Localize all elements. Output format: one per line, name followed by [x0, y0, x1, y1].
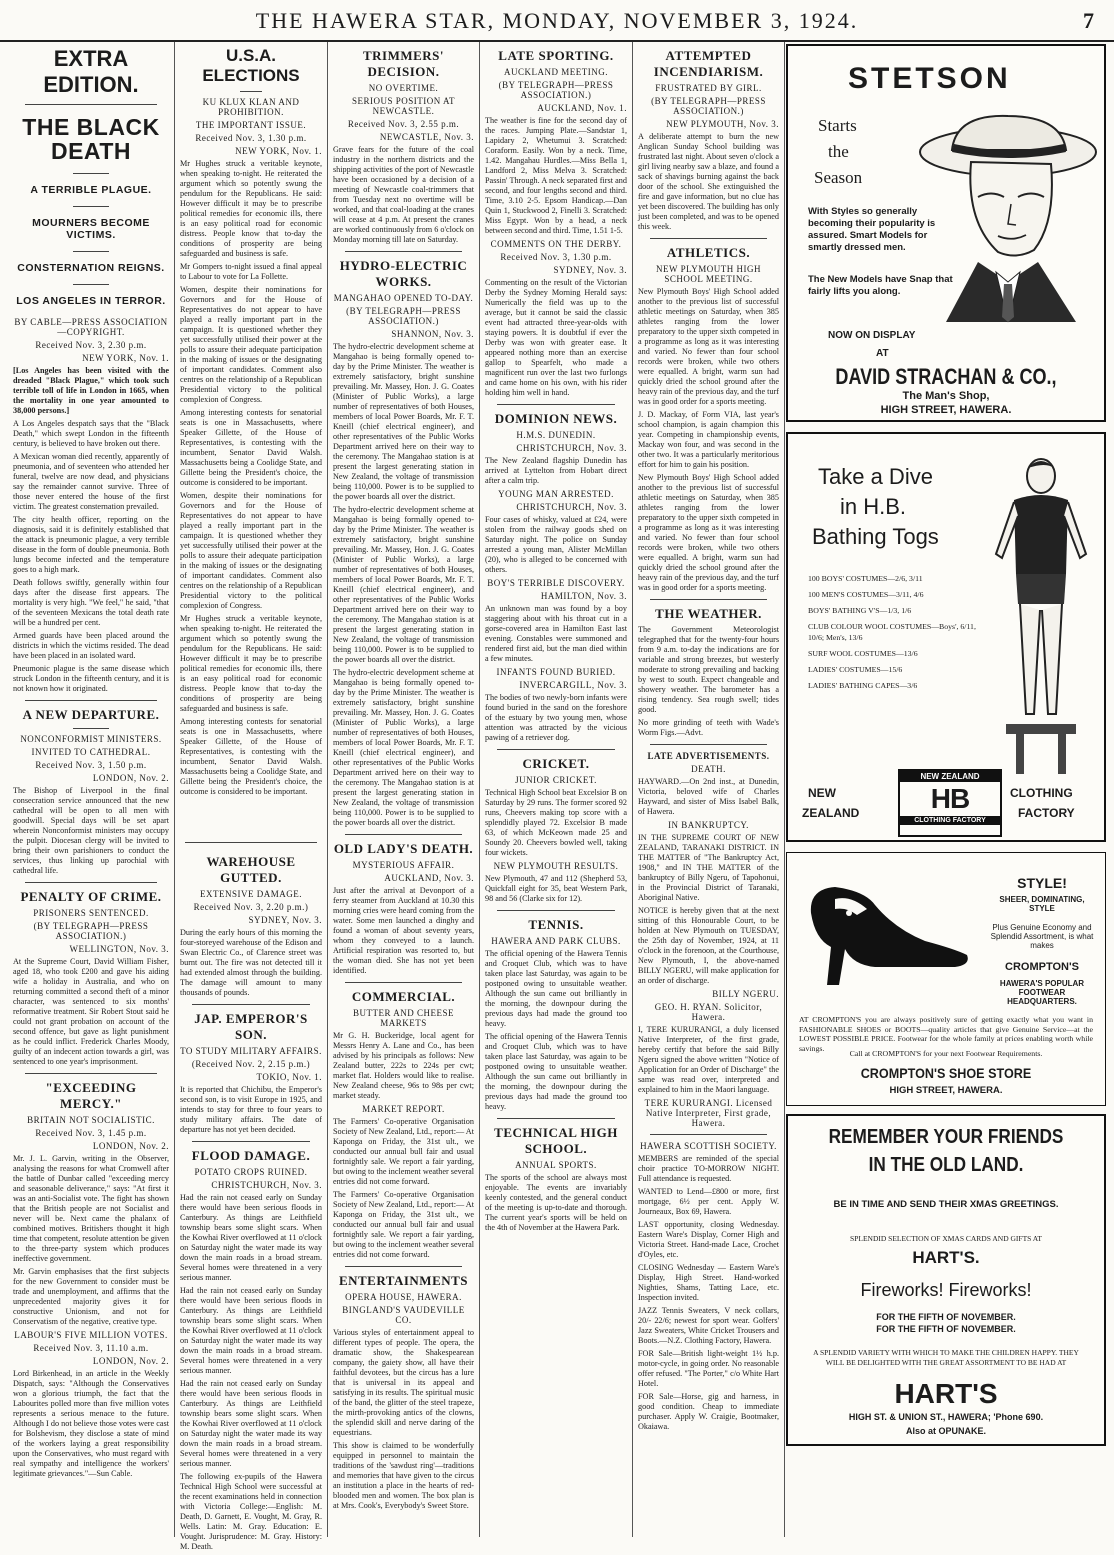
- classified-ad: CLOSING Wednesday — Eastern Ware's Display, High Street. Hand-worked Nighties, Shams, Tatting Lace, etc. Inspection invited.: [638, 1263, 779, 1302]
- article-paragraph: The Farmers' Co-operative Organisation Society of New Zealand, Ltd., report:— At Kaponga on Friday, the 31st ult., we conducted our annual bull fair and usual fortnightly sale. We report a fair yarding, but owing to the inclement weather several entries did not come forward.: [333, 1117, 474, 1186]
- stetson-ad: [786, 44, 1106, 422]
- dateline: NEW YORK, Nov. 1.: [235, 146, 322, 156]
- subhead: TO STUDY MILITARY AFFAIRS.: [180, 1046, 322, 1056]
- hb-price-item: SURF WOOL COSTUMES—13/6: [808, 648, 918, 658]
- crompton-sub: Plus Genuine Economy and Splendid Assortment, is what makes: [990, 923, 1094, 950]
- dateline: NEWCASTLE, Nov. 3.: [379, 132, 474, 142]
- subhead: ANNUAL SPORTS.: [515, 1160, 597, 1170]
- subhead: AUCKLAND MEETING.: [504, 67, 608, 77]
- article-paragraph: Had the rain not ceased early on Sunday there would have been serious floods in Canterbury. As things are Leithfield township bears some slight scars. When the Kowhai River overflowed at 11 o'clock on Saturday night the water made its way down the main roads in a broad stream. Several homes were threatened in a very serious manner.: [180, 1286, 322, 1375]
- article-paragraph: J. D. Mackay, of Form VIA, last year's school champion, is again champion this year. Competing in championship events, Mackay won four, and was second in the other two. It was a particularly meritorious effort for him to gain his position.: [638, 410, 779, 469]
- article-paragraph: Mr Hughes struck a veritable keynote, when speaking to-night. He reiterated the argument which so potently swung the pendulum for the Republicans. He said: However difficult it may be to prescribe political remedies for economic ills, there is an easy political road for economic distress. People know that to-day the conditions of prosperity are being safeguarded and business is safe.: [180, 159, 322, 258]
- subhead: MANGAHAO OPENED TO-DAY.: [333, 293, 474, 303]
- hb-price-item: CLUB COLOUR WOOL COSTUMES—Boys', 6/11, 10/6; Men's, 13/6: [808, 622, 976, 642]
- subhead: NEW PLYMOUTH RESULTS.: [493, 861, 619, 871]
- subhead: MYSTERIOUS AFFAIR.: [352, 860, 455, 870]
- classified-ad: LAST opportunity, closing Wednesday. Eastern Ware's Display, Corner High and Victoria Street. Hand-made Lace, Crochet d'Oyles, etc.: [638, 1220, 779, 1259]
- notice-paragraph: HAYWARD.—On 2nd inst., at Dunedin, Victoria, beloved wife of Charles Hayward, and sister of Miss Isabel Balk, of Hawera.: [638, 777, 779, 816]
- headline: ATTEMPTED INCENDIARISM.: [653, 48, 764, 79]
- headline: FLOOD DAMAGE.: [191, 1148, 311, 1163]
- article-paragraph: Mr. J. L. Garvin, writing in the Observer, analysing the reasons for what Cromwell after the battle of Dunbar called "exceeding mercy and seasonable deliverance," says: "At first it was an anti-Socialist vote. The fight has shown that the British people are not Socialist and never will be. Next came the phalanx of combined motives. Britishers thought it high time that competent, resolute attention be given to the three-party system which produces ineffective government.: [13, 1154, 169, 1264]
- signature: TERE KURURANGI. Licensed Native Interpreter, First grade, Hawera.: [644, 1098, 773, 1128]
- divider: [192, 1004, 310, 1005]
- divider: [497, 404, 615, 405]
- witness: GEO. H. RYAN. Solicitor, Hawera.: [654, 1002, 763, 1022]
- article-lead: [Los Angeles has been visited with the dreaded "Black Plague," which took such terrible toll of life in London in 1665, when the mortality in one year amounted to 38,000 persons.]: [13, 366, 169, 416]
- divider: [25, 882, 157, 883]
- harts-ad: [786, 1114, 1106, 1446]
- subhead: NEW PLYMOUTH HIGH SCHOOL MEETING.: [656, 264, 761, 284]
- subhead: FRUSTRATED BY GIRL.: [655, 83, 762, 93]
- shoe-illustration: [805, 869, 975, 989]
- article-paragraph: Among interesting contests for senatorial seats is one in Massachusetts, where Speaker Gillette, of the House of Representatives, is contesting with the incumbent, Senator David Walsh. Massachusetts being a Coolidge State, and Gillette being the President's choice, the outcome is considered to be important.: [180, 408, 322, 487]
- hb-footer-right: FACTORY: [1018, 806, 1075, 820]
- received-line: Received Nov. 3, 1.30 p.m.: [500, 252, 612, 262]
- classified-ad: JAZZ Tennis Sweaters, V neck collars, 20/- 22/6; newest for sport wear. Golfers' Jazz Sweaters, White Cricket Trousers and Boots.—N.Z. Clothing Factory, Hawera.: [638, 1306, 779, 1345]
- article-paragraph: The official opening of the Hawera Tennis and Croquet Club, which was to have taken place last Saturday, was again to be postponed owing to unsuitable weather. Although the sun came out brilliantly in the morning, the downpour during the previous days had made the ground too heavy.: [485, 949, 627, 1028]
- article-paragraph: Mr Gompers to-night issued a final appeal to Labour to vote for La Follette.: [180, 262, 322, 281]
- dateline: SYDNEY, Nov. 3.: [248, 915, 322, 925]
- notice-paragraph: I, TERE KURURANGI, a duly licensed Native Interpreter, of the first grade, hereby certify that before the said Billy Ngeru signed the above written "Notice of Application for an Order of Discharge" the same was read over, interpreted and explained to him in the Maori language.: [638, 1025, 779, 1094]
- harts-greeting: BE IN TIME AND SEND THEIR XMAS GREETINGS.: [833, 1199, 1059, 1210]
- headline: TRIMMERS' DECISION.: [362, 48, 445, 79]
- notice-paragraph: MEMBERS are reminded of the special choir practice TO-MORROW NIGHT. Full attendance is requested.: [638, 1154, 779, 1183]
- harts-name-large: HART'S: [894, 1378, 998, 1409]
- subhead: BOY'S TERRIBLE DISCOVERY.: [487, 578, 625, 588]
- subhead: LABOUR'S FIVE MILLION VOTES.: [14, 1330, 168, 1341]
- headline: JAP. EMPEROR'S SON.: [194, 1011, 308, 1042]
- article-paragraph: The weather is fine for the second day of the races. Jumping Plate.—Sandstar 1, Lapidary 2, Whetumui 3. Scratched: Coraform. Easily. Won by a neck. Time, 1.42. Mangahau Hurdles.—Miss Bella 1, Landford 2, Miss Melva 3. Scratched: Passin' Through. A neck separated first and second, and four lengths second and third. Time, 3.10 2-5. Epsom Handicap.—Dan Quin 1, Stuckwood 2, Finelli 3. Scratched: Miss Egypt. Won by a head, a neck between second and third. Time, 1.51 1-5.: [485, 116, 627, 235]
- article-paragraph: The city health officer, reporting on the diagnosis, said it is definitely established that the attack is pneumonic plague, a very terrible disease in the form of double pneumonia. Both lungs become infected and the temperature goes to a high mark.: [13, 515, 169, 575]
- crompton-style: STYLE!: [1017, 875, 1067, 891]
- dateline: CHRISTCHURCH, Nov. 3.: [516, 502, 627, 512]
- classified-ad: WANTED to Lend—£800 or more, first mortgage, 6½ per cent. Apply W. Journeaux, Box 69, Hawera.: [638, 1187, 779, 1216]
- dateline: INVERCARGILL, Nov. 3.: [519, 680, 627, 690]
- divider: [73, 251, 109, 252]
- extra-edition: EXTRA EDITION.: [43, 46, 139, 97]
- divider: [497, 910, 615, 911]
- article-paragraph: Women, despite their nominations for Governors and for the House of Representatives do not appear to have played a really important part in the campaign. It is questioned whether they yet successfully utilised their power at the polls to assure their adequate participation in the making of issues or the designating of important candidates. Comment also centres on the relationship of a Republican Presidential victory to the political complexion of Congress.: [180, 285, 322, 404]
- article-paragraph: The hydro-electric development scheme at Mangahao is being formally opened to-day by the Prime Minister. The weather is extremely satisfactory, bright sunshine prevailing. Mr. Massey, Hon. J. G. Coates (Minister of Public Works), a large number of representatives of both Houses, members of local Power Boards, Mr. F. T. Kneill (chief electrical engineer), and other representatives of the Public Works Department arrived here on their way to the ceremony. The Mangahao station is at present the largest generating station in New Zealand, the voltage of transmission being 110,000. Power is to be supplied to the power boards all over the district.: [333, 342, 474, 501]
- divider: [185, 842, 317, 843]
- article-paragraph: Mr. Garvin emphasises that the first subjects for the new Government to consider must be trade and unemployment, and affirms that the unprecedented majority gives it for constructive Unionism, and not for Conservatism of the negative, creative type.: [13, 1267, 169, 1327]
- subhead: YOUNG MAN ARRESTED.: [498, 489, 614, 499]
- article-paragraph: Lord Birkenhead, in an article in the Weekly Dispatch, says: "Although the Conservatives won a glorious triumph, the fact that the Labourites polled more than five million votes represents a serious menace to the future. Although I do not believe those votes were cast for Bolshevism, they disclose a state of mind of the workers laying a great responsibility upon the Conservatives, who must regard with real sympathy and intelligence the workers' legitimate grievances."—Sun Cable.: [13, 1369, 169, 1479]
- dateline: AUCKLAND, Nov. 1.: [537, 103, 627, 113]
- subhead: A TERRIBLE PLAGUE.: [30, 184, 152, 197]
- article-paragraph: No more grinding of teeth with Wade's Worm Figs.—Advt.: [638, 718, 779, 737]
- article-paragraph: During the early hours of this morning the four-storeyed warehouse of the Edison and Swan Electric Co., of Clarence street was burnt out. The fire was not detected till it had extended almost through the building. The damage will amount to many thousands of pounds.: [180, 928, 322, 997]
- headline: COMMERCIAL.: [351, 989, 456, 1004]
- article-paragraph: The Farmers' Co-operative Organisation Society of New Zealand, Ltd., report:— At Kaponga on Friday, the 31st ult., we conducted our annual bull fair and usual fortnightly sale. We report a fair yarding, but owing to the inclement weather several entries did not come forward.: [333, 1190, 474, 1259]
- column-5: [633, 42, 785, 1537]
- dateline: CHRISTCHURCH, Nov. 3.: [211, 1180, 322, 1190]
- hb-title: Bathing Togs: [812, 524, 939, 549]
- hb-bathing-ad: [786, 432, 1106, 842]
- stetson-display: NOW ON DISPLAY: [828, 330, 916, 341]
- crompton-copy: AT CROMPTON'S you are always positively sure of getting exactly what you want in FASHIONABLE SHOES or BOOTS—quality articles that give Genuine Service—at the LOWEST POSSIBLE PRICE. Footwear for the whole family at prices enabling worth while savings.: [799, 1015, 1093, 1054]
- hb-logo: [898, 769, 1002, 837]
- headline: TECHNICAL HIGH SCHOOL.: [494, 1125, 618, 1156]
- headline-black-death: THE BLACK DEATH: [22, 114, 160, 165]
- swimmer-illustration: [986, 454, 1096, 774]
- harts-headline: IN THE OLD LAND.: [868, 1154, 1024, 1176]
- article-paragraph: A deliberate attempt to burn the new Anglican Sunday School building was frustrated last night. About seven o'clock a girl living nearby saw a blaze, and found a sack of shavings burning against the back door of the school. She extinguished the fire and gave information, but no clue has yet been discovered. The building has only just been completed, and was to be opened this week.: [638, 132, 779, 231]
- hb-footer-left: ZEALAND: [802, 806, 860, 820]
- stetson-address: HIGH STREET, HAWERA.: [880, 404, 1012, 416]
- warehouse-article: [180, 848, 322, 1555]
- stetson-tag: Season: [814, 168, 863, 187]
- article-paragraph: Women, despite their nominations for Governors and for the House of Representatives do not appear to have played a really important part in the campaign. It is questioned whether they yet successfully utilised their power at the polls to assure their adequate participation in the making of issues or the designating of important candidates. Comment also centres on the relationship of a Republican Presidential victory to the political complexion of Congress.: [180, 491, 322, 610]
- stetson-tag: the: [828, 142, 849, 161]
- article-paragraph: A Mexican woman died recently, apparently of pneumonia, and of seventeen who attended her funeral, twelve are now dead, and physicians say the remainder cannot survive. Three of those never entered the house of the first victim. The greatest consternation prevailed.: [13, 452, 169, 512]
- column-3: [328, 42, 480, 1537]
- subhead: INVITED TO CATHEDRAL.: [31, 747, 151, 758]
- subhead: NONCONFORMIST MINISTERS.: [20, 734, 162, 745]
- dateline: CHRISTCHURCH, Nov. 3.: [516, 443, 627, 453]
- stetson-copy: With Styles so generally becoming their popularity is assured. Smart Models for smartly dressed men.: [808, 206, 936, 253]
- divider: [345, 1266, 462, 1267]
- received-line: (Received Nov. 2, 2.15 p.m.): [191, 1059, 311, 1069]
- divider: [650, 599, 767, 600]
- harts-fifth: FOR THE FIFTH OF NOVEMBER.: [876, 1324, 1016, 1334]
- hb-price-item: BOYS' BATHING V'S—1/3, 1/6: [808, 606, 912, 616]
- headline: CRICKET.: [522, 756, 590, 771]
- subhead: POTATO CROPS RUINED.: [194, 1167, 308, 1177]
- article-paragraph: New Plymouth, 47 and 112 (Shepherd 53, Quickfall eight for 35, beat Western Park, 98 and 56 (Clarke six for 12).: [485, 874, 627, 903]
- crompton-ad: [786, 852, 1106, 1106]
- article-paragraph: Mr G. H. Buckeridge, local agent for Messrs Henry A. Lane and Co., has been advised by his principals as follows: New Zealand butter, 222s to 224s per cwt; market flat. Holders would like to realise. New Zealand cheese, 96s to 98s per cwt; market steady.: [333, 1031, 474, 1100]
- received-line: Received Nov. 3, 2.30 p.m.: [35, 340, 147, 351]
- headline: THE WEATHER.: [655, 606, 762, 621]
- article-paragraph: At the Supreme Court, David William Fisher, aged 18, who took £200 and gave his aiding wife a holiday in Australia, and who on returning committed a second theft of a minor character, was sentenced to six months' reformative treatment. Sir Robert Stout said he could not grant probation on account of the second offence, but gave as light punishment as he could inflict. Frederick Charles Moody, guilty of an indecent action towards a girl, was sentenced to one year's imprisonment.: [13, 957, 169, 1067]
- subhead: EXTENSIVE DAMAGE.: [200, 889, 302, 899]
- dateline: LONDON, Nov. 2.: [92, 1141, 169, 1152]
- article-paragraph: Had the rain not ceased early on Sunday there would have been serious floods in Canterbury. As things are Leithfield township bears some slight scars. When the Kowhai River overflowed at 11 o'clock on Saturday night the water made its way down the main roads in a broad stream. Several homes were threatened in a very serious manner.: [180, 1379, 322, 1468]
- subhead: DEATH.: [691, 764, 726, 774]
- stetson-title: STETSON: [848, 62, 1011, 95]
- article-paragraph: Technical High School beat Excelsior B on Saturday by 29 runs. The former scored 92 runs, Cheevers making top score with a splendidly played 72. Excelsior B made 63, of which McKeown made 25 and Soundy 20. Cheevers bowled well, taking four wickets.: [485, 788, 627, 857]
- masthead-title: THE HAWERA STAR, MONDAY, NOVEMBER 3, 1924.: [255, 8, 859, 33]
- headline: DOMINION NEWS.: [494, 411, 618, 426]
- subhead: PRISONERS SENTENCED.: [33, 908, 149, 919]
- subhead: H.M.S. DUNEDIN.: [516, 430, 596, 440]
- harts-name: HART'S.: [912, 1248, 980, 1267]
- headline: WAREHOUSE GUTTED.: [206, 854, 296, 885]
- divider: [192, 1141, 310, 1142]
- article-paragraph: The Government Meteorologist telegraphed that for the twenty-four hours from 9 a.m. to-day the indications are for variable and strong breezes, but westerly moderate to strong prevailing and backing by west to south. Expect changeable and showery weather. The barometer has a rising tendency. Sea rough swell; tides good.: [638, 625, 779, 714]
- divider: [497, 749, 615, 750]
- subhead: LOS ANGELES IN TERROR.: [16, 295, 166, 308]
- headline: A NEW DEPARTURE.: [22, 707, 160, 723]
- hb-title: Take a Dive: [818, 464, 933, 489]
- dateline: LONDON, Nov. 2.: [92, 773, 169, 784]
- byline: (BY TELEGRAPH—PRESS ASSOCIATION.): [346, 306, 461, 326]
- stetson-store-sub: The Man's Shop,: [902, 390, 990, 402]
- article-paragraph: The sports of the school are always most enjoyable. The events are invariably keenly contested, and the general conduct of the meeting is up-to-date and thorough. The current year's sports will be held on the 4th of November at the Hawera Park.: [485, 1173, 627, 1232]
- divider: [650, 744, 767, 745]
- article-paragraph: Various styles of entertainment appeal to different types of people. The opera, the dramatic show, the Shakespearean company, the gaiety show, all have their faithful devotees, but the circus has a lure that is universal in its appeal and satisfying in its results. The spiritual music of the band, the glitter of the steel trapeze, the mirth-provoking antics of the clowns, the splendid skill and nerve daring of the equestrians.: [333, 1328, 474, 1437]
- hb-logo-bottom: CLOTHING FACTORY: [900, 816, 1000, 825]
- subhead: KU KLUX KLAN AND PROHIBITION.: [202, 97, 300, 117]
- subhead: SERIOUS POSITION AT NEWCASTLE.: [351, 96, 455, 116]
- hb-price-item: LADIES' BATHING CAPES—3/6: [808, 680, 918, 690]
- subhead: LATE ADVERTISEMENTS.: [647, 751, 770, 761]
- subhead: JUNIOR CRICKET.: [515, 775, 597, 785]
- dateline: TOKIO, Nov. 1.: [256, 1072, 322, 1082]
- hb-price-list: [808, 574, 983, 697]
- subhead: MARKET REPORT.: [362, 1104, 445, 1114]
- received-line: Received Nov. 3, 2.55 p.m.: [347, 119, 460, 129]
- headline: OLD LADY'S DEATH.: [333, 841, 474, 856]
- subhead: COMMENTS ON THE DERBY.: [490, 239, 622, 249]
- crompton-address: HIGH STREET, HAWERA.: [889, 1085, 1003, 1096]
- subhead: MOURNERS BECOME VICTIMS.: [32, 217, 150, 242]
- byline: BY CABLE—PRESS ASSOCIATION—COPYRIGHT.: [14, 317, 168, 338]
- received-line: Received Nov. 3, 2.20 p.m.): [193, 902, 309, 912]
- crompton-store: CROMPTON'S SHOE STORE: [860, 1065, 1032, 1081]
- stetson-tag: Starts: [818, 116, 857, 135]
- hb-logo-mark: HB: [930, 783, 970, 814]
- column-4: [480, 42, 633, 1537]
- headline: HYDRO-ELECTRIC WORKS.: [339, 258, 468, 289]
- subhead: THE IMPORTANT ISSUE.: [195, 120, 307, 130]
- dateline: AUCKLAND, Nov. 3.: [384, 873, 474, 883]
- divider: [497, 1118, 615, 1119]
- subhead: CONSTERNATION REIGNS.: [17, 262, 165, 275]
- subhead: BRITAIN NOT SOCIALISTIC.: [27, 1115, 155, 1126]
- article-paragraph: Had the rain not ceased early on Sunday there would have been serious floods in Canterbury. As things are Leithfield township bears some slight scars. When the Kowhai River overflowed at 11 o'clock on Saturday night the water made its way down the main roads in a broad stream. Several homes were threatened in a very serious manner.: [180, 1193, 322, 1282]
- article-paragraph: Grave fears for the future of the coal industry in the northern districts and the shipping activities of the port of Newcastle have been occasioned by a decision of a meeting of Newcastle coal-trimmers that from Tuesday next no overtime will be worked, and that coal-loading at the cranes will cease at 4 p.m. At present the cranes are worked continuously from 6 o'clock on Monday morning till late on Saturday.: [333, 145, 474, 244]
- byline: (BY TELEGRAPH—PRESS ASSOCIATION.): [498, 80, 614, 100]
- column-2: [175, 42, 328, 1551]
- divider: [25, 1073, 157, 1074]
- divider: [25, 104, 157, 105]
- received-line: Received Nov. 3, 1.45 p.m.: [35, 1128, 147, 1139]
- byline: (BY TELEGRAPH—PRESS ASSOCIATION.): [33, 921, 149, 942]
- crompton-copy: Call at CROMPTON'S for your next Footwear Requirements.: [849, 1049, 1043, 1058]
- headline: TENNIS.: [528, 917, 584, 932]
- hb-footer-left: NEW: [808, 786, 836, 800]
- subhead: INFANTS FOUND BURIED.: [496, 667, 616, 677]
- article-paragraph: The official opening of the Hawera Tennis and Croquet Club, which was to have taken place last Saturday, was again to be postponed owing to unsuitable weather. Although the sun came out brilliantly in the morning, the downpour during the previous days had made the ground too heavy.: [485, 1032, 627, 1111]
- article-paragraph: The Bishop of Liverpool in the final consecration service announced that the new cathedral will be open to all men with goodwill. Special days will be set apart wherein Nonconformist ministers may occupy the pulpit. Diocesan clergy will be invited to bring their own parishioners to conduct the services, thus linking up parochial with cathedral life.: [13, 786, 169, 876]
- harts-copy: A SPLENDID VARIETY WITH WHICH TO MAKE THE CHILDREN HAPPY. THEY WILL BE DELIGHTED WITH THE GREAT ASSORTMENT TO BE HAD AT: [813, 1348, 1079, 1368]
- column-1: [8, 42, 175, 1537]
- headline: PENALTY OF CRIME.: [20, 889, 162, 905]
- hb-price-item: LADIES' COSTUMES—15/6: [808, 664, 903, 674]
- article-paragraph: This show is claimed to be wonderfully equipped in personnel to maintain the traditions of the 'sawdust ring'—traditions and memories that have given to the circus an institution a place in the hearts of red-blooded men and women. The box plan is at Mrs. Cook's, Everybody's Sweet Store.: [333, 1441, 474, 1510]
- notice-paragraph: NOTICE is hereby given that at the next sitting of this Honourable Court, to be holden at New Plymouth on TUESDAY, the 25th day of November, 1924, at 11 o'clock in the forenoon, at the Courthouse, New Plymouth, I, the above-named BILLY NGERU, will make application for an order of discharge.: [638, 906, 779, 985]
- article-paragraph: Death follows swiftly, generally within four days after the disease first appears. The mortality is very high. "We feel," he said, "that of the seventeen Mexicans the total death rate will be a hundred per cent.: [13, 578, 169, 628]
- crompton-sub: SHEER, DOMINATING, STYLE: [999, 895, 1085, 913]
- hb-title: in H.B.: [840, 494, 907, 519]
- divider: [345, 251, 462, 252]
- article-paragraph: Among interesting contests for senatorial seats is one in Massachusetts, where Speaker Gillette, of the House of Representatives, is contesting with the incumbent, Senator David Walsh. Massachusetts being a Coolidge State, and Gillette being the President's choice, the outcome is considered to be important.: [180, 717, 322, 796]
- harts-fifth: FOR THE FIFTH OF NOVEMBER.: [876, 1312, 1016, 1322]
- headline: "EXCEEDING MERCY.": [45, 1080, 137, 1112]
- article-paragraph: It is reported that Chichibu, the Emperor's second son, is to visit Europe in 1925, and intends to stay for three to four years to study military affairs. The date of departure has not yet been decided.: [180, 1085, 322, 1134]
- subhead: HAWERA AND PARK CLUBS.: [491, 936, 621, 946]
- subhead: OPERA HOUSE, HAWERA.: [345, 1292, 462, 1302]
- article-paragraph: New Plymouth Boys' High School added another to the previous list of successful athletic meetings on Saturday, when 385 athletes ranging from the lower preparatory to the upper sixth competed in a programme as long as it was interesting and varied. No fewer than four school records were broken, while two others were equalled. A bright, warm sun had quickly dried the school ground after the heavy rain of the previous day, and the turf was in good order for a sports meeting.: [638, 473, 779, 592]
- subhead: IN BANKRUPTCY.: [668, 820, 749, 830]
- article-paragraph: Armed guards have been placed around the districts in which the victims resided. The dead have been placed in an isolated ward.: [13, 631, 169, 661]
- headline-usa-elections: U.S.A. ELECTIONS: [202, 46, 300, 85]
- dateline: SYDNEY, Nov. 3.: [553, 265, 627, 275]
- dateline: WELLINGTON, Nov. 3.: [69, 944, 169, 955]
- received-line: Received Nov. 3, 1.50 p.m.: [35, 760, 147, 771]
- dateline: LONDON, Nov. 2.: [92, 1356, 169, 1367]
- crompton-sub: HAWERA'S POPULAR FOOTWEAR HEADQUARTERS.: [999, 979, 1085, 1006]
- article-paragraph: The bodies of two newly-born infants were found buried in the sand on the foreshore of the estuary by two young men, whose attention was attracted by the vicious pawing of a retriever dog.: [485, 693, 627, 742]
- article-paragraph: The New Zealand flagship Dunedin has arrived at Lyttelton from Hobart direct after a calm trip.: [485, 456, 627, 485]
- headline: LATE SPORTING.: [498, 48, 614, 63]
- harts-address: Also at OPUNAKE.: [905, 1426, 986, 1436]
- article-paragraph: Pneumonic plague is the same disease which struck London in the fifteenth century, and it is not known how it originated.: [13, 664, 169, 694]
- crompton-name: CROMPTON'S: [1005, 961, 1079, 973]
- article-paragraph: Mr Hughes struck a veritable keynote, when speaking to-night. He reiterated the argument which so potently swung the pendulum for the Republicans. He said: However difficult it may be to prescribe political remedies for economic ills, there is an easy political road for economic distress. People know that to-day the conditions of prosperity are being safeguarded and business is safe.: [180, 614, 322, 713]
- dateline: SHANNON, Nov. 3.: [391, 329, 474, 339]
- headline: ATHLETICS.: [666, 245, 751, 260]
- stetson-store: DAVID STRACHAN & CO.,: [835, 364, 1057, 389]
- article-paragraph: The following ex-pupils of the Hawera Technical High School were successful at the recent examinations held in connection with Victoria College:—English: M. Death, D. Garnett, E. Vought, M. Gray, R. Wells. Latin: M. Gray. Education: E. Vought. Jurisprudence: M. Gray. History: M. Death.: [180, 1472, 322, 1551]
- harts-headline: REMEMBER YOUR FRIENDS: [828, 1126, 1064, 1148]
- article-paragraph: The hydro-electric development scheme at Mangahao is being formally opened to-day by the Prime Minister. The weather is extremely satisfactory, bright sunshine prevailing. Mr. Massey, Hon. J. G. Coates (Minister of Public Works), a large number of representatives of both Houses, members of local Power Boards, Mr. F. T. Kneill (chief electrical engineer), and other representatives of the Public Works Department arrived here on their way to the ceremony. The Mangahao station is at present the largest generating station in New Zealand, the voltage of transmission being 110,000. Power is to be supplied to the power boards all over the district.: [333, 505, 474, 664]
- hb-footer-right: CLOTHING: [1010, 786, 1073, 800]
- dateline: NEW PLYMOUTH, Nov. 3.: [666, 119, 779, 129]
- stetson-at: AT: [876, 348, 889, 359]
- received-line: Received Nov. 3, 1.30 p.m.: [195, 133, 307, 143]
- hb-price-item: 100 MEN'S COSTUMES—3/11, 4/6: [808, 590, 924, 600]
- article-paragraph: A Los Angeles despatch says that the "Black Death," which swept London in the fifteenth century, is believed to have broken out there.: [13, 419, 169, 449]
- masthead: [0, 0, 1114, 42]
- dateline: HAMILTON, Nov. 3.: [540, 591, 627, 601]
- hb-price-item: 100 BOYS' COSTUMES—2/6, 3/11: [808, 574, 923, 583]
- subhead: BINGLAND'S VAUDEVILLE CO.: [342, 1305, 465, 1325]
- divider: [73, 173, 109, 174]
- article-paragraph: Just after the arrival at Devonport of a ferry steamer from Auckland at 10.30 this morning cries were heard coming from the water. Some men launched a dinghy and found a woman of about seventy years, whom they conveyed to a launch. Artificial respiration was resorted to, but the woman died. She has not yet been identified.: [333, 886, 474, 975]
- byline: (BY TELEGRAPH—PRESS ASSOCIATION.): [651, 96, 766, 116]
- divider: [73, 728, 109, 729]
- subhead: NO OVERTIME.: [368, 83, 439, 93]
- stetson-copy: The New Models have Snap that fairly lifts you along.: [808, 274, 953, 297]
- divider: [650, 1134, 767, 1135]
- dateline: NEW YORK, Nov. 1.: [82, 353, 169, 364]
- divider: [345, 982, 462, 983]
- signature: BILLY NGERU.: [712, 989, 779, 999]
- page-number: 7: [1083, 8, 1094, 33]
- harts-address: HIGH ST. & UNION ST., HAWERA; 'Phone 690.: [848, 1412, 1044, 1422]
- divider: [650, 238, 767, 239]
- headline: ENTERTAINMENTS: [338, 1273, 469, 1288]
- subhead: HAWERA SCOTTISH SOCIETY.: [640, 1141, 777, 1151]
- divider: [73, 284, 109, 285]
- divider: [73, 206, 109, 207]
- divider: [25, 700, 157, 701]
- notice-paragraph: IN THE SUPREME COURT OF NEW ZEALAND, TARANAKI DISTRICT. IN THE MATTER of "The Bankruptcy Act, 1908," and IN THE MATTER of the bankruptcy of Billy Ngeru, of Tapohonui, in the Provincial District of Taranaki, Aboriginal Native.: [638, 833, 779, 902]
- classified-ad: FOR Sale—Horse, gig and harness, in good condition. Cheap to immediate purchaser. Apply W. Craigie, Bootmaker, Okaiawa.: [638, 1392, 779, 1431]
- divider: [345, 834, 462, 835]
- subhead: BUTTER AND CHEESE MARKETS: [352, 1008, 454, 1028]
- classified-ad: FOR Sale—British light-weight 1½ h.p. motor-cycle, in going order. No reasonable offer refused. "The Porter," c/o White Hart Hotel.: [638, 1349, 779, 1388]
- article-paragraph: New Plymouth Boys' High School added another to the previous list of successful athletic meetings on Saturday, when 385 athletes ranging from the lower preparatory to the upper sixth competed in a programme as long as it was interesting and varied. No fewer than four school records were broken, while two others were equalled. A bright, warm sun had quickly dried the school ground after the heavy rain of the previous day, and the turf was in good order for a sports meeting.: [638, 287, 779, 406]
- article-paragraph: Four cases of whisky, valued at £24, were stolen from the railway goods shed on Saturday night. The police on Sunday arrested a young man, Alister McMillan (20), who is alleged to be concerned with others.: [485, 515, 627, 574]
- article-paragraph: Commenting on the result of the Victorian Derby the Sydney Morning Herald says: Numerically the field was up to the average, but it cannot be said the classic event had attracted three-year-olds with staying powers. It is doubtful if ever the Derby was won with greater ease. It appeared nothing more than an exercise gallop to Spearfelt, who made a magnificent run over the last two furlongs and came home on his own, with his rider holding him well in hand.: [485, 278, 627, 397]
- received-line: Received Nov. 3, 11.10 a.m.: [33, 1343, 149, 1354]
- article-paragraph: The hydro-electric development scheme at Mangahao is being formally opened to-day by the Prime Minister. The weather is extremely satisfactory, bright sunshine prevailing. Mr. Massey, Hon. J. G. Coates (Minister of Public Works), a large number of representatives of both Houses, members of local Power Boards, Mr. F. T. Kneill (chief electrical engineer), and other representatives of the Public Works Department arrived here on their way to the ceremony. The Mangahao station is at present the largest generating station in New Zealand, the voltage of transmission being 110,000. Power is to be supplied to the power boards all over the district.: [333, 668, 474, 827]
- harts-selection: SPLENDID SELECTION OF XMAS CARDS AND GIFTS AT: [850, 1234, 1042, 1243]
- article-paragraph: An unknown man was found by a boy staggering about with his throat cut in a gorse-covered area in Hamilton East last evening. Constables were summoned and rendered first aid, but the man died within a few minutes.: [485, 604, 627, 663]
- harts-fireworks: Fireworks! Fireworks!: [860, 1280, 1032, 1300]
- divider: [240, 91, 262, 92]
- hb-logo-top: NEW ZEALAND: [900, 771, 1000, 782]
